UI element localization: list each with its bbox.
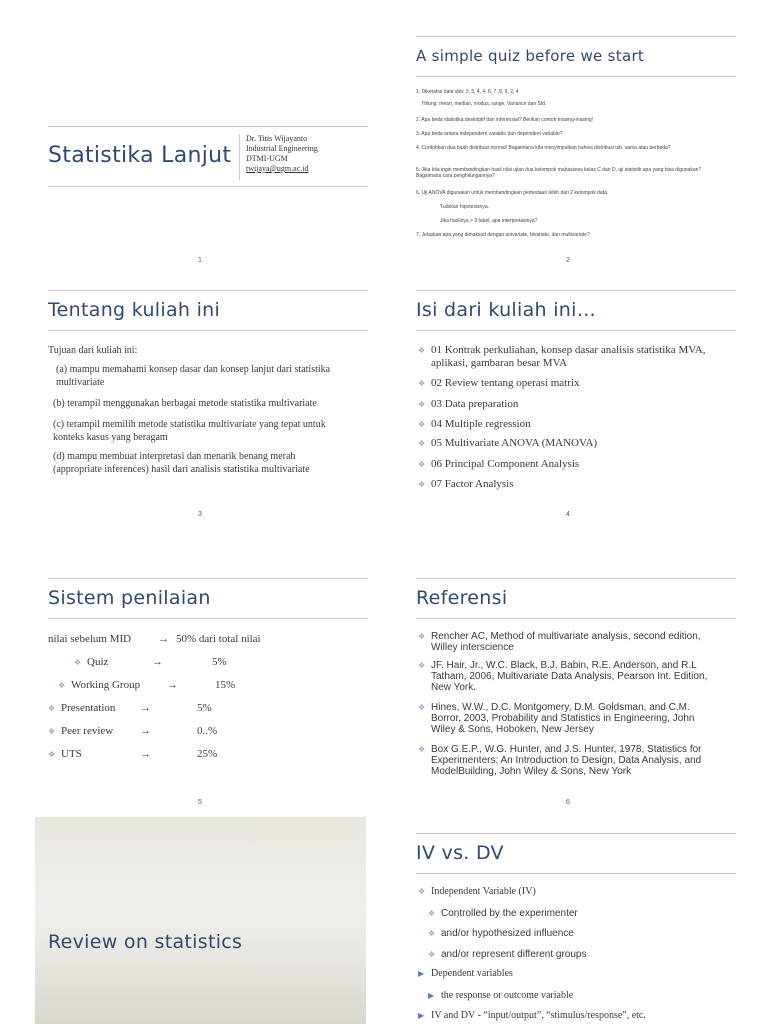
iv-sub-1: ❖ Controlled by the experimenter (428, 908, 578, 919)
grade-label: nilai sebelum MID (48, 633, 132, 645)
slide-title: IV vs. DV (416, 842, 504, 864)
diamond-bullet-icon: ❖ (418, 460, 426, 469)
objective-a: (a) mampu memahami konsep dasar dan konsep lanjut dari statistika multivariate (56, 364, 331, 388)
slide-title: Statistika Lanjut (48, 143, 232, 168)
arrow-icon: → (152, 656, 163, 668)
intro-text: Tujuan dari kuliah ini: (48, 345, 138, 356)
top-rule (416, 578, 736, 579)
grade-label: Working Group (71, 679, 141, 691)
page-number: 5 (198, 799, 202, 806)
top-rule (48, 290, 368, 291)
quiz-item-7: 7. Jelaskan apa yang dimaksud dengan univariate, bivariate, dan multivariate? (416, 232, 590, 238)
quiz-item-6b: Jika hasilnya > 3 tabel, apa interpretasinya? (440, 218, 538, 224)
iv-item: ❖ Independent Variable (IV) (418, 886, 536, 897)
diamond-bullet-icon: ❖ (418, 400, 426, 409)
quiz-item-2: 2. Apa beda statistika deskriptif dan inferensial? Berikan contoh masing-masing! (416, 117, 594, 123)
grade-row-working-group (58, 679, 358, 692)
iv-sub-3: ❖ and/or represent different groups (428, 949, 587, 960)
top-rule (416, 290, 736, 291)
top-rule (48, 578, 368, 579)
slide-7-background (35, 817, 366, 1024)
quiz-item-5: 5. Jika kita ingin membandingkan hasil nilai ujian dua kelompok mahasiswa kelas C dan D, uji statistik apa yang bisa digunakan? Bagaimana cara penghitungannya? (416, 167, 702, 179)
quiz-item-4: 4. Contohkan dua buah distribusi normal! Bagaimana kita menyimpulkan bahwa distribusi tsb. sama atau berbeda? (416, 145, 671, 151)
arrow-icon: → (167, 679, 178, 691)
top-rule (48, 126, 368, 127)
quiz-item-3: 3. Apa beda antara independent variable dan dependent variable? (416, 131, 563, 137)
slide-5 (48, 577, 368, 817)
grade-label: Peer review (61, 725, 114, 737)
diamond-bullet-icon: ❖ (418, 632, 426, 641)
grade-row-uts (48, 748, 348, 761)
bottom-rule (48, 330, 368, 331)
diamond-bullet-icon: ❖ (418, 745, 426, 754)
grade-label: Quiz (87, 656, 109, 668)
diamond-bullet-icon: ❖ (48, 704, 56, 713)
iv-dv-item: ▶ IV and DV - “input/output”, “stimulus/response”, etc. (418, 1010, 646, 1021)
diamond-bullet-icon: ❖ (418, 346, 426, 355)
diamond-bullet-icon: ❖ (48, 750, 56, 759)
grade-value: 0..% (197, 725, 218, 737)
bottom-rule (416, 330, 736, 331)
reference-2: ❖ JF. Hair, Jr., W.C. Black, B.J. Babin, R.E. Anderson, and R.L Tatham, 2006, Multivariate Data Analysis, Pearson Int. Edition, New York. (418, 660, 708, 693)
arrow-bullet-icon: ▶ (418, 1011, 425, 1020)
diamond-bullet-icon: ❖ (428, 929, 436, 938)
slide-4 (416, 289, 736, 529)
arrow-bullet-icon: ▶ (418, 969, 425, 978)
arrow-icon: → (140, 725, 151, 737)
topic-1: ❖ 01 Kontrak perkuliahan, konsep dasar analisis statistika MVA, aplikasi, gambaran besar MVA (418, 344, 706, 369)
grade-row-presentation (48, 702, 348, 715)
author-name: Dr. Titis Wijayanto (246, 134, 308, 143)
dv-item: ▶ Dependent variables (418, 968, 513, 979)
title-divider (239, 134, 240, 180)
top-rule (416, 833, 736, 834)
diamond-bullet-icon: ❖ (58, 681, 66, 690)
bottom-rule (416, 873, 736, 874)
topic-6: ❖ 06 Principal Component Analysis (418, 458, 580, 470)
reference-3: ❖ Hines, W.W., D.C. Montgomery, D.M. Goldsman, and C.M. Borror, 2003, Probability and Statistics in Engineering, John Wiley & Sons, Hoboken, New Jersey (418, 702, 695, 735)
author-email[interactable]: twijaya@ugm.ac.id (246, 164, 309, 173)
quiz-item-1: 1. Diketahui data sbb: 3, 5, 4, 4, 6, 7, 8, 9, 2, 4 (416, 89, 519, 95)
objective-d: (d) mampu membuat interpretasi dan menarik benang merah (appropriate inferences) hasil dari analisis statistika multivariate (53, 451, 310, 475)
quiz-item-6: 6. Uji ANOVA digunakan untuk membandingkan perbedaan lebih dari 2 kelompok data. (416, 190, 609, 196)
grade-value: 15% (215, 679, 236, 691)
diamond-bullet-icon: ❖ (418, 661, 426, 670)
objective-b: (b) terampil menggunakan berbagai metode statistika multivariate (53, 398, 317, 409)
topic-2: ❖ 02 Review tentang operasi matrix (418, 377, 580, 389)
page-number: 6 (566, 799, 570, 806)
topic-7: ❖ 07 Factor Analysis (418, 478, 514, 490)
grade-value: 5% (197, 702, 212, 714)
bottom-rule (48, 618, 368, 619)
objective-c: (c) terampil memilih metode statistika multivariate yang tepat untuk konteks kasus yang beragam (53, 419, 326, 443)
slide-6 (416, 577, 736, 817)
diamond-bullet-icon: ❖ (418, 439, 426, 448)
slide-title: Tentang kuliah ini (48, 299, 221, 321)
grade-label: UTS (61, 748, 82, 760)
diamond-bullet-icon: ❖ (428, 950, 436, 959)
diamond-bullet-icon: ❖ (74, 658, 82, 667)
page-number: 2 (566, 257, 570, 264)
slide-title: Isi dari kuliah ini… (416, 299, 596, 321)
grade-row-quiz (74, 656, 354, 669)
arrow-icon: → (140, 702, 151, 714)
diamond-bullet-icon: ❖ (418, 887, 426, 896)
grade-value: 5% (212, 656, 227, 668)
topic-5: ❖ 05 Multivariate ANOVA (MANOVA) (418, 437, 598, 449)
page-number: 1 (198, 257, 202, 264)
diamond-bullet-icon: ❖ (428, 909, 436, 918)
diamond-bullet-icon: ❖ (418, 480, 426, 489)
grade-value: 25% (197, 748, 218, 760)
page-number: 4 (566, 511, 570, 518)
author-dept: Industrial Engineering (246, 144, 318, 153)
grade-value: 50% dari total nilai (176, 633, 261, 645)
reference-1: ❖ Rencher AC, Method of multivariate analysis, second edition, Willey interscience (418, 631, 701, 653)
iv-sub-2: ❖ and/or hypothesized influence (428, 928, 574, 939)
reference-4: ❖ Box G.E.P., W.G. Hunter, and J.S. Hunter, 1978, Statistics for Experimenters: An Introduction to Design, Data Analysis, and ModelBuilding, John Wiley & Sons, New York (418, 744, 702, 777)
topic-4: ❖ 04 Multiple regression (418, 418, 531, 430)
topic-3: ❖ 03 Data preparation (418, 398, 519, 410)
dv-sub-1: ▶ the response or outcome variable (428, 990, 574, 1001)
page-number: 3 (198, 511, 202, 518)
slide-1 (48, 35, 368, 275)
top-rule (416, 36, 736, 37)
diamond-bullet-icon: ❖ (418, 703, 426, 712)
arrow-bullet-icon: ▶ (428, 991, 435, 1000)
bottom-rule (48, 186, 368, 187)
bottom-rule (416, 76, 736, 77)
slide-2 (416, 35, 736, 275)
slide-7-title: Review on statistics (48, 931, 243, 953)
arrow-icon: → (158, 633, 169, 645)
slide-3 (48, 289, 368, 529)
bottom-rule (416, 618, 736, 619)
slide-8 (416, 832, 736, 1024)
quiz-item-1-sub: Hitung: mean, median, modus, range, Variance dan Std. (422, 101, 547, 107)
grade-label: Presentation (61, 702, 116, 714)
slide-title: Sistem penilaian (48, 587, 211, 609)
grade-row-mid (48, 633, 368, 646)
arrow-icon: → (140, 748, 151, 760)
slide-title: Referensi (416, 587, 508, 609)
author-block (246, 134, 318, 174)
diamond-bullet-icon: ❖ (418, 420, 426, 429)
diamond-bullet-icon: ❖ (48, 727, 56, 736)
grade-row-peer-review (48, 725, 348, 738)
author-unit: DTMI-UGM (246, 154, 288, 163)
diamond-bullet-icon: ❖ (418, 379, 426, 388)
quiz-item-6a: Tuliskan hipotesisnya. (440, 204, 490, 210)
slide-title: A simple quiz before we start (416, 47, 645, 65)
